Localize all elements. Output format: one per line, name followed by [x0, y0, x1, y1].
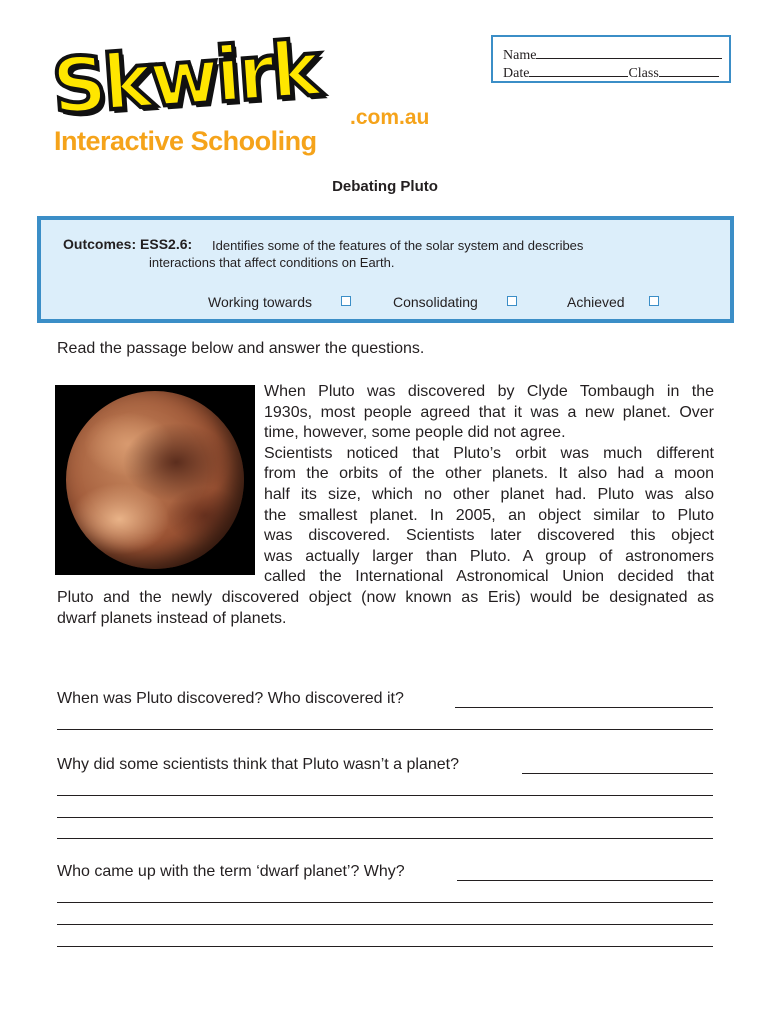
class-field[interactable]: [659, 63, 719, 77]
passage-line: 1930s, most people agreed that it was a new planet. Over: [264, 403, 714, 421]
answer-line[interactable]: [455, 707, 713, 708]
passage-line: the smallest planet. In 2005, an object similar to Pluto: [264, 506, 714, 524]
question-2: Why did some scientists think that Pluto wasn’t a planet?: [57, 756, 459, 773]
level-achieved-label: Achieved: [567, 294, 625, 310]
question-3: Who came up with the term ‘dwarf planet’? Why?: [57, 863, 405, 880]
answer-line[interactable]: [57, 946, 713, 947]
logo-domain: .com.au: [350, 106, 430, 129]
outcomes-box: [37, 216, 734, 323]
date-field[interactable]: [529, 63, 628, 77]
passage-line: half its size, which no other planet had. Pluto was also: [264, 486, 714, 503]
passage-line: was discovered. Scientists later discovered this object: [264, 527, 714, 545]
passage-line: was actually larger than Pluto. A group of astronomers: [264, 547, 714, 565]
logo-tagline: Interactive Schooling: [54, 126, 317, 156]
question-1: When was Pluto discovered? Who discovered it?: [57, 690, 404, 707]
name-label: Name: [503, 48, 537, 63]
logo-wordmark: Skwirk: [49, 23, 321, 132]
answer-line[interactable]: [57, 795, 713, 796]
name-field[interactable]: [536, 45, 722, 59]
instructions: Read the passage below and answer the questions.: [57, 340, 425, 357]
date-label: Date: [503, 66, 530, 81]
outcomes-description-line1: Identifies some of the features of the solar system and describes: [212, 238, 584, 253]
answer-line[interactable]: [57, 729, 713, 730]
passage-line: time, however, some people did not agree.: [264, 424, 566, 442]
answer-line[interactable]: [57, 817, 713, 818]
passage-line: from the orbits of the other planets. It also had a moon: [264, 465, 714, 483]
outcomes-label: Outcomes: ESS2.6:: [63, 236, 193, 252]
level-consolidating-label: Consolidating: [393, 294, 478, 310]
answer-line[interactable]: [57, 838, 713, 839]
answer-line[interactable]: [57, 902, 713, 903]
level-working-towards-label: Working towards: [208, 294, 313, 310]
consolidating-checkbox[interactable]: [507, 296, 517, 306]
passage-line: Scientists noticed that Pluto’s orbit was much different: [264, 444, 714, 462]
class-label: Class: [628, 66, 659, 81]
answer-line[interactable]: [57, 924, 713, 925]
passage-line: dwarf planets instead of planets.: [57, 609, 287, 627]
answer-line[interactable]: [457, 880, 713, 881]
outcomes-description-line2: interactions that affect conditions on Earth.: [149, 255, 395, 270]
student-details-box: [491, 35, 731, 83]
answer-line[interactable]: [522, 773, 713, 774]
pluto-globe: [66, 391, 244, 569]
planet-image: [55, 385, 255, 575]
passage-line: Pluto and the newly discovered object (now known as Eris) would be designated as: [57, 589, 714, 606]
passage-line: When Pluto was discovered by Clyde Tombaugh in the: [264, 383, 714, 400]
skwirk-logo: [49, 23, 442, 158]
working-towards-checkbox[interactable]: [341, 296, 351, 306]
passage-line: called the International Astronomical Union decided that: [264, 568, 714, 586]
page-title: Debating Pluto: [332, 178, 438, 195]
name-row: [503, 45, 722, 64]
date-class-row: [503, 63, 719, 82]
achieved-checkbox[interactable]: [649, 296, 659, 306]
